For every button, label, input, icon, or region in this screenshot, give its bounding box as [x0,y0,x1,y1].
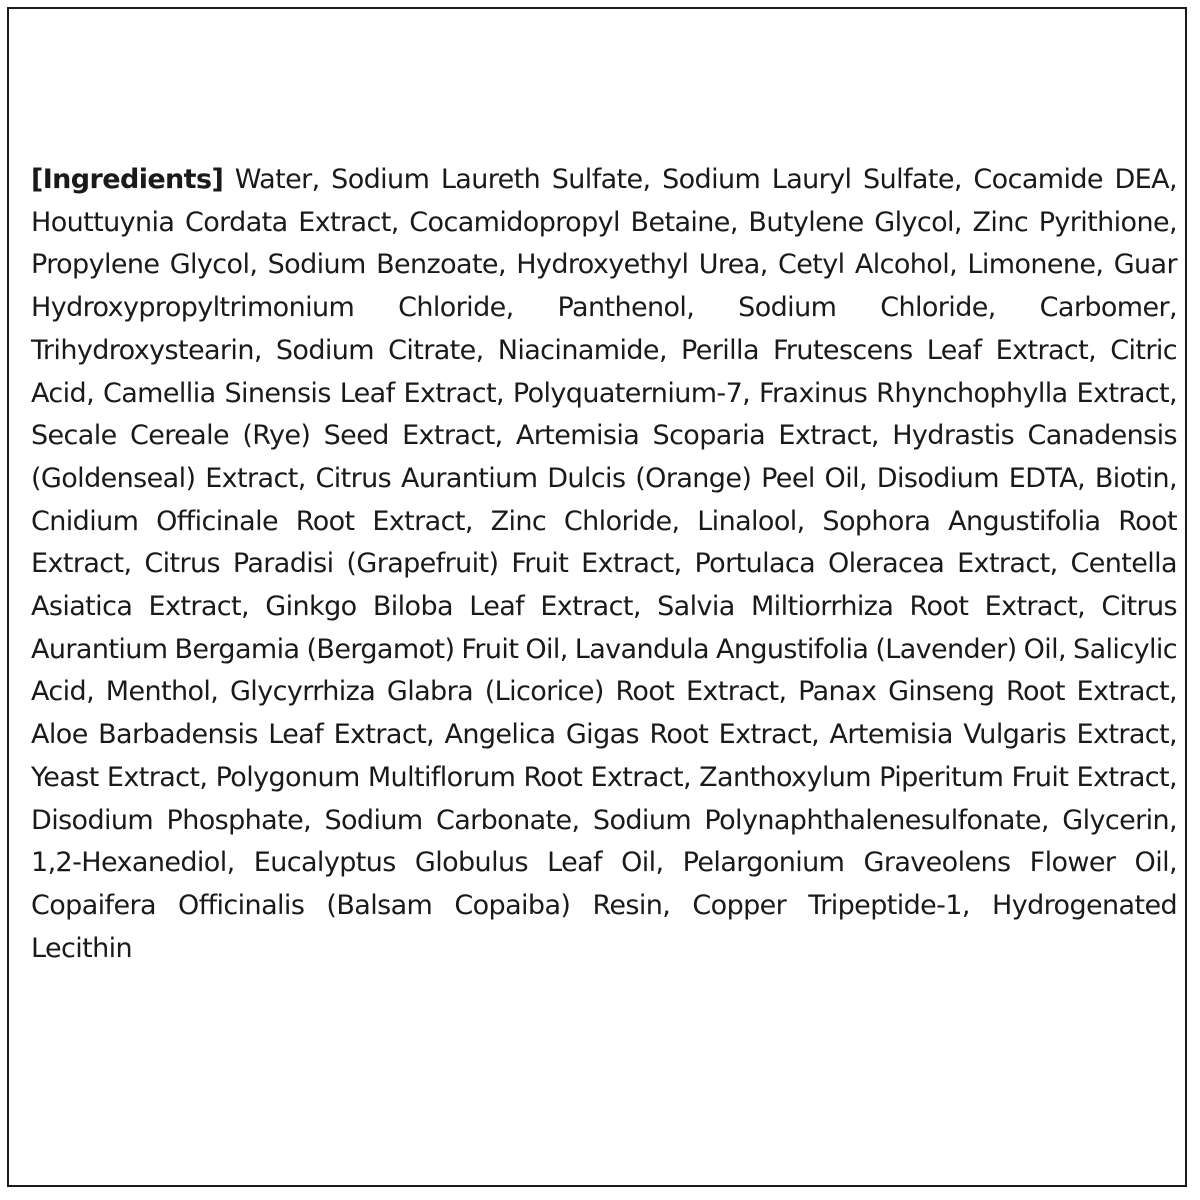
ingredients-panel [7,7,1187,1187]
ingredients-text: Water, Sodium Laureth Sulfate, Sodium Lauryl Sulfate, Cocamide DEA, Houttuynia Cordata Extract, Cocamidopropyl Betaine, Butylene Glycol, Zinc Pyrithione, Propylene Glycol, Sodium Benzoate, Hydroxyethyl Urea, Cetyl Alcohol, Limonene, Guar Hydroxypropyltrimonium Chloride, Panthenol, Sodium Chloride, Carbomer, Trihydroxystearin, Sodium Citrate, Niacinamide, Perilla Frutescens Leaf Extract, Citric Acid, Camellia Sinensis Leaf Extract, Polyquaternium-7, Fraxinus Rhynchophylla Extract, Secale Cereale (Rye) Seed Extract, Artemisia Scoparia Extract, Hydrastis Canadensis (Goldenseal) Extract, Citrus Aurantium Dulcis (Orange) Peel Oil, Disodium EDTA, Biotin, Cnidium Officinale Root Extract, Zinc Chloride, Linalool, Sophora Angustifolia Root Extract, Citrus Paradisi (Grapefruit) Fruit Extract, Portulaca Oleracea Extract, Centella Asiatica Extract, Ginkgo Biloba Leaf Extract, Salvia Miltiorrhiza Root Extract, Citrus Aurantium Bergamia (Bergamot) Fruit Oil, Lavandula Angustifolia (Lavender) Oil, Salicylic Acid, Menthol, Glycyrrhiza Glabra (Licorice) Root Extract, Panax Ginseng Root Extract, Aloe Barbadensis Leaf Extract, Angelica Gigas Root Extract, Artemisia Vulgaris Extract, Yeast Extract, Polygonum Multiflorum Root Extract, Zanthoxylum Piperitum Fruit Extract, Disodium Phosphate, Sodium Carbonate, Sodium Polynaphthalenesulfonate, Glycerin, 1,2-Hexanediol, Eucalyptus Globulus Leaf Oil, Pelargonium Graveolens Flower Oil, Copaifera Officinalis (Balsam Copaiba) Resin, Copper Tripeptide-1, Hydrogenated Lecithin [31,164,1177,964]
ingredients-label: [Ingredients] [31,164,224,195]
ingredients-paragraph [31,159,1177,970]
